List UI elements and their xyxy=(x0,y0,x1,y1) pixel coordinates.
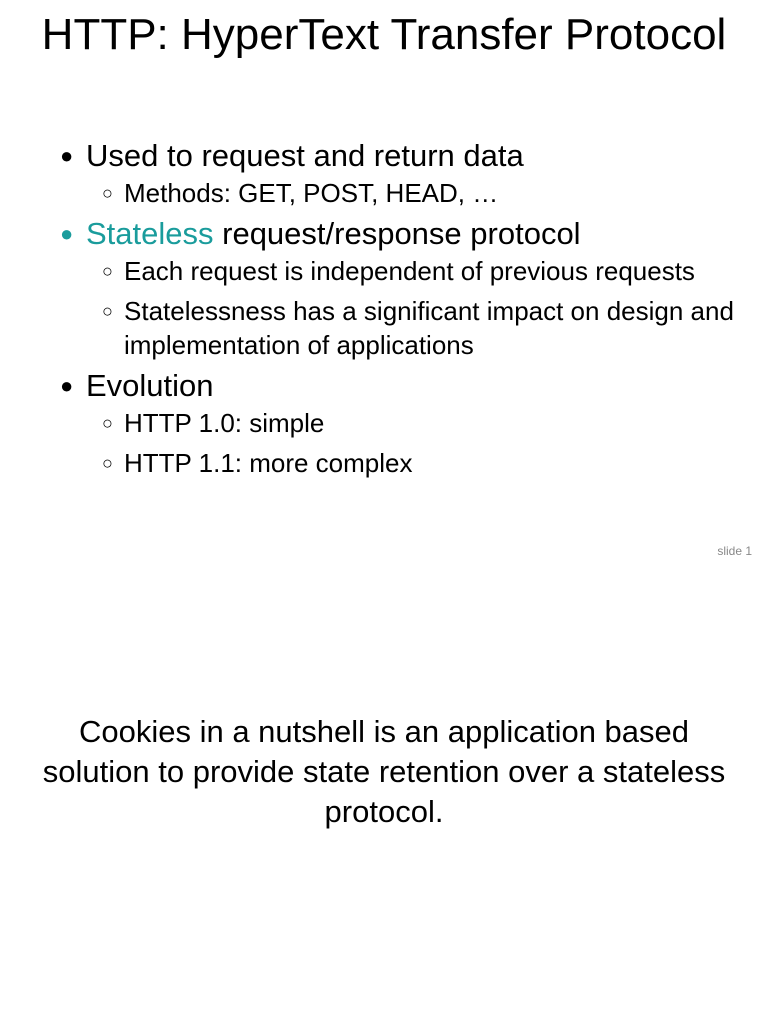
sub-bullet-text: Statelessness has a significant impact on design and implementation of applications xyxy=(124,296,734,360)
sub-bullet-text: Each request is independent of previous requests xyxy=(124,256,695,286)
bullet-text: request/response protocol xyxy=(213,216,581,251)
bullet-marker: ● xyxy=(60,373,74,398)
sub-bullet-marker: ○ xyxy=(102,183,113,203)
note-text: Cookies in a nutshell is an application based solution to provide state retention over a stateless protocol. xyxy=(42,714,726,829)
sub-bullet-list xyxy=(86,406,740,480)
slide-number: slide 1 xyxy=(717,544,752,558)
sub-bullet-marker: ○ xyxy=(102,261,113,281)
sub-bullet-text: Methods: GET, POST, HEAD, … xyxy=(124,178,499,208)
sub-bullet-item xyxy=(102,254,740,288)
bullet-text: Used to request and return data xyxy=(86,138,524,173)
sub-bullet-item xyxy=(102,294,740,362)
sub-bullet-marker: ○ xyxy=(102,453,113,473)
bullet-text: Evolution xyxy=(86,368,214,403)
highlighted-term: Stateless xyxy=(86,216,214,251)
sub-bullet-marker: ○ xyxy=(102,301,113,321)
sub-bullet-item xyxy=(102,446,740,480)
sub-bullet-item xyxy=(102,176,740,210)
bullet-marker: ● xyxy=(60,143,74,168)
sub-bullet-text: HTTP 1.0: simple xyxy=(124,408,325,438)
sub-bullet-list xyxy=(86,254,740,362)
bullet-marker: ● xyxy=(60,221,74,246)
sub-bullet-marker: ○ xyxy=(102,413,113,433)
bullet-item xyxy=(60,138,740,210)
bullet-item xyxy=(60,368,740,480)
bullet-item xyxy=(60,216,740,362)
sub-bullet-item xyxy=(102,406,740,440)
sub-bullet-text: HTTP 1.1: more complex xyxy=(124,448,413,478)
sub-bullet-list xyxy=(86,176,740,210)
bullet-list xyxy=(60,138,740,486)
slide-title: HTTP: HyperText Transfer Protocol xyxy=(41,10,727,59)
